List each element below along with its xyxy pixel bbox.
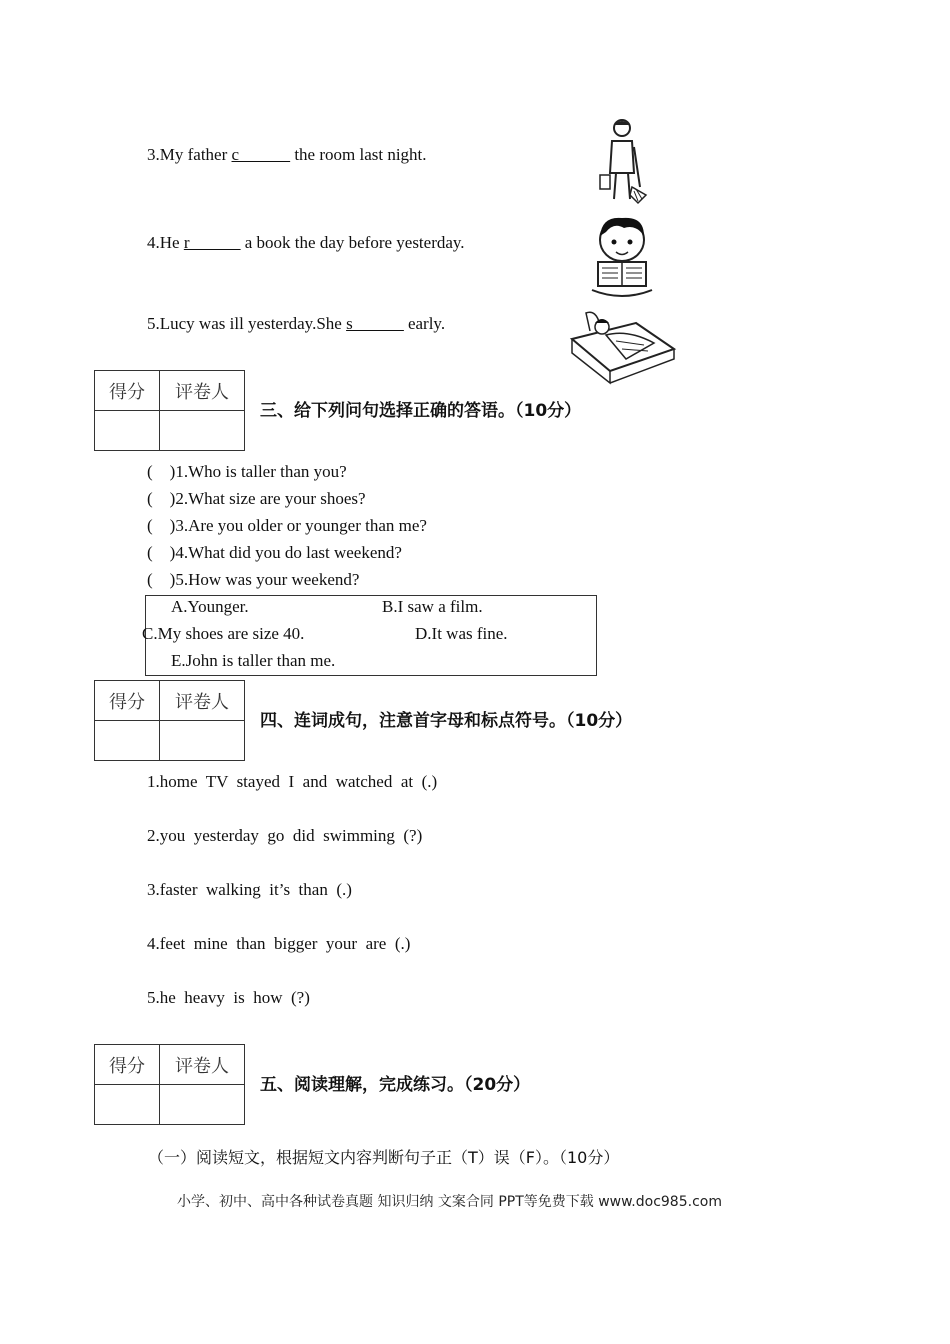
question-item: ( )1.Who is taller than you? (147, 462, 347, 481)
score-table (94, 370, 245, 451)
score-label: 得分 (95, 371, 160, 411)
question-item: ( )2.What size are your shoes? (147, 489, 366, 508)
score-cell[interactable] (95, 411, 160, 451)
option-b: B.I saw a film. (382, 597, 483, 616)
section-5-heading: 五、阅读理解，完成练习。（20分） (260, 1075, 531, 1095)
score-cell[interactable] (95, 721, 160, 761)
blank[interactable]: r______ (183, 233, 241, 252)
score-cell[interactable] (95, 1085, 160, 1125)
word-order-item: 4.feet mine than bigger your are (.) (147, 934, 411, 953)
fill-in-4: 4.He r______ a book the day before yesterday. (147, 233, 465, 252)
section-3-heading: 三、给下列问句选择正确的答语。（10分） (260, 401, 582, 421)
question-item: ( )3.Are you older or younger than me? (147, 516, 427, 535)
score-table (94, 1044, 245, 1125)
grader-label: 评卷人 (160, 371, 245, 411)
word-order-item: 3.faster walking it’s than (.) (147, 880, 352, 899)
girl-in-bed-image (566, 305, 678, 385)
option-d: D.It was fine. (415, 624, 508, 643)
boy-reading-image (588, 210, 656, 300)
grader-cell[interactable] (160, 1085, 245, 1125)
grader-label: 评卷人 (160, 681, 245, 721)
score-table (94, 680, 245, 761)
grader-cell[interactable] (160, 411, 245, 451)
blank[interactable]: s______ (346, 314, 404, 333)
fill-in-5: 5.Lucy was ill yesterday.She s______ early. (147, 314, 446, 333)
footer-text: 小学、初中、高中各种试卷真题 知识归纳 文案合同 PPT等免费下载 www.doc985.com (177, 1194, 722, 1210)
cleaning-man-image (596, 115, 648, 205)
score-label: 得分 (95, 681, 160, 721)
word-order-item: 2.you yesterday go did swimming (?) (147, 826, 423, 845)
fill-in-3: 3.My father c______ the room last night. (147, 145, 427, 164)
option-a: A.Younger. (171, 597, 249, 616)
option-c: C.My shoes are size 40. (142, 624, 305, 643)
section-4-heading: 四、连词成句，注意首字母和标点符号。（10分） (260, 711, 633, 731)
question-item: ( )5.How was your weekend? (147, 570, 360, 589)
question-item: ( )4.What did you do last weekend? (147, 543, 402, 562)
grader-cell[interactable] (160, 721, 245, 761)
score-label: 得分 (95, 1045, 160, 1085)
reading-instruction: （一）阅读短文，根据短文内容判断句子正（T）误（F）。（10分） (148, 1148, 620, 1167)
grader-label: 评卷人 (160, 1045, 245, 1085)
word-order-item: 1.home TV stayed I and watched at (.) (147, 772, 438, 791)
blank[interactable]: c______ (231, 145, 291, 164)
word-order-item: 5.he heavy is how (?) (147, 988, 310, 1007)
option-e: E.John is taller than me. (171, 651, 336, 670)
